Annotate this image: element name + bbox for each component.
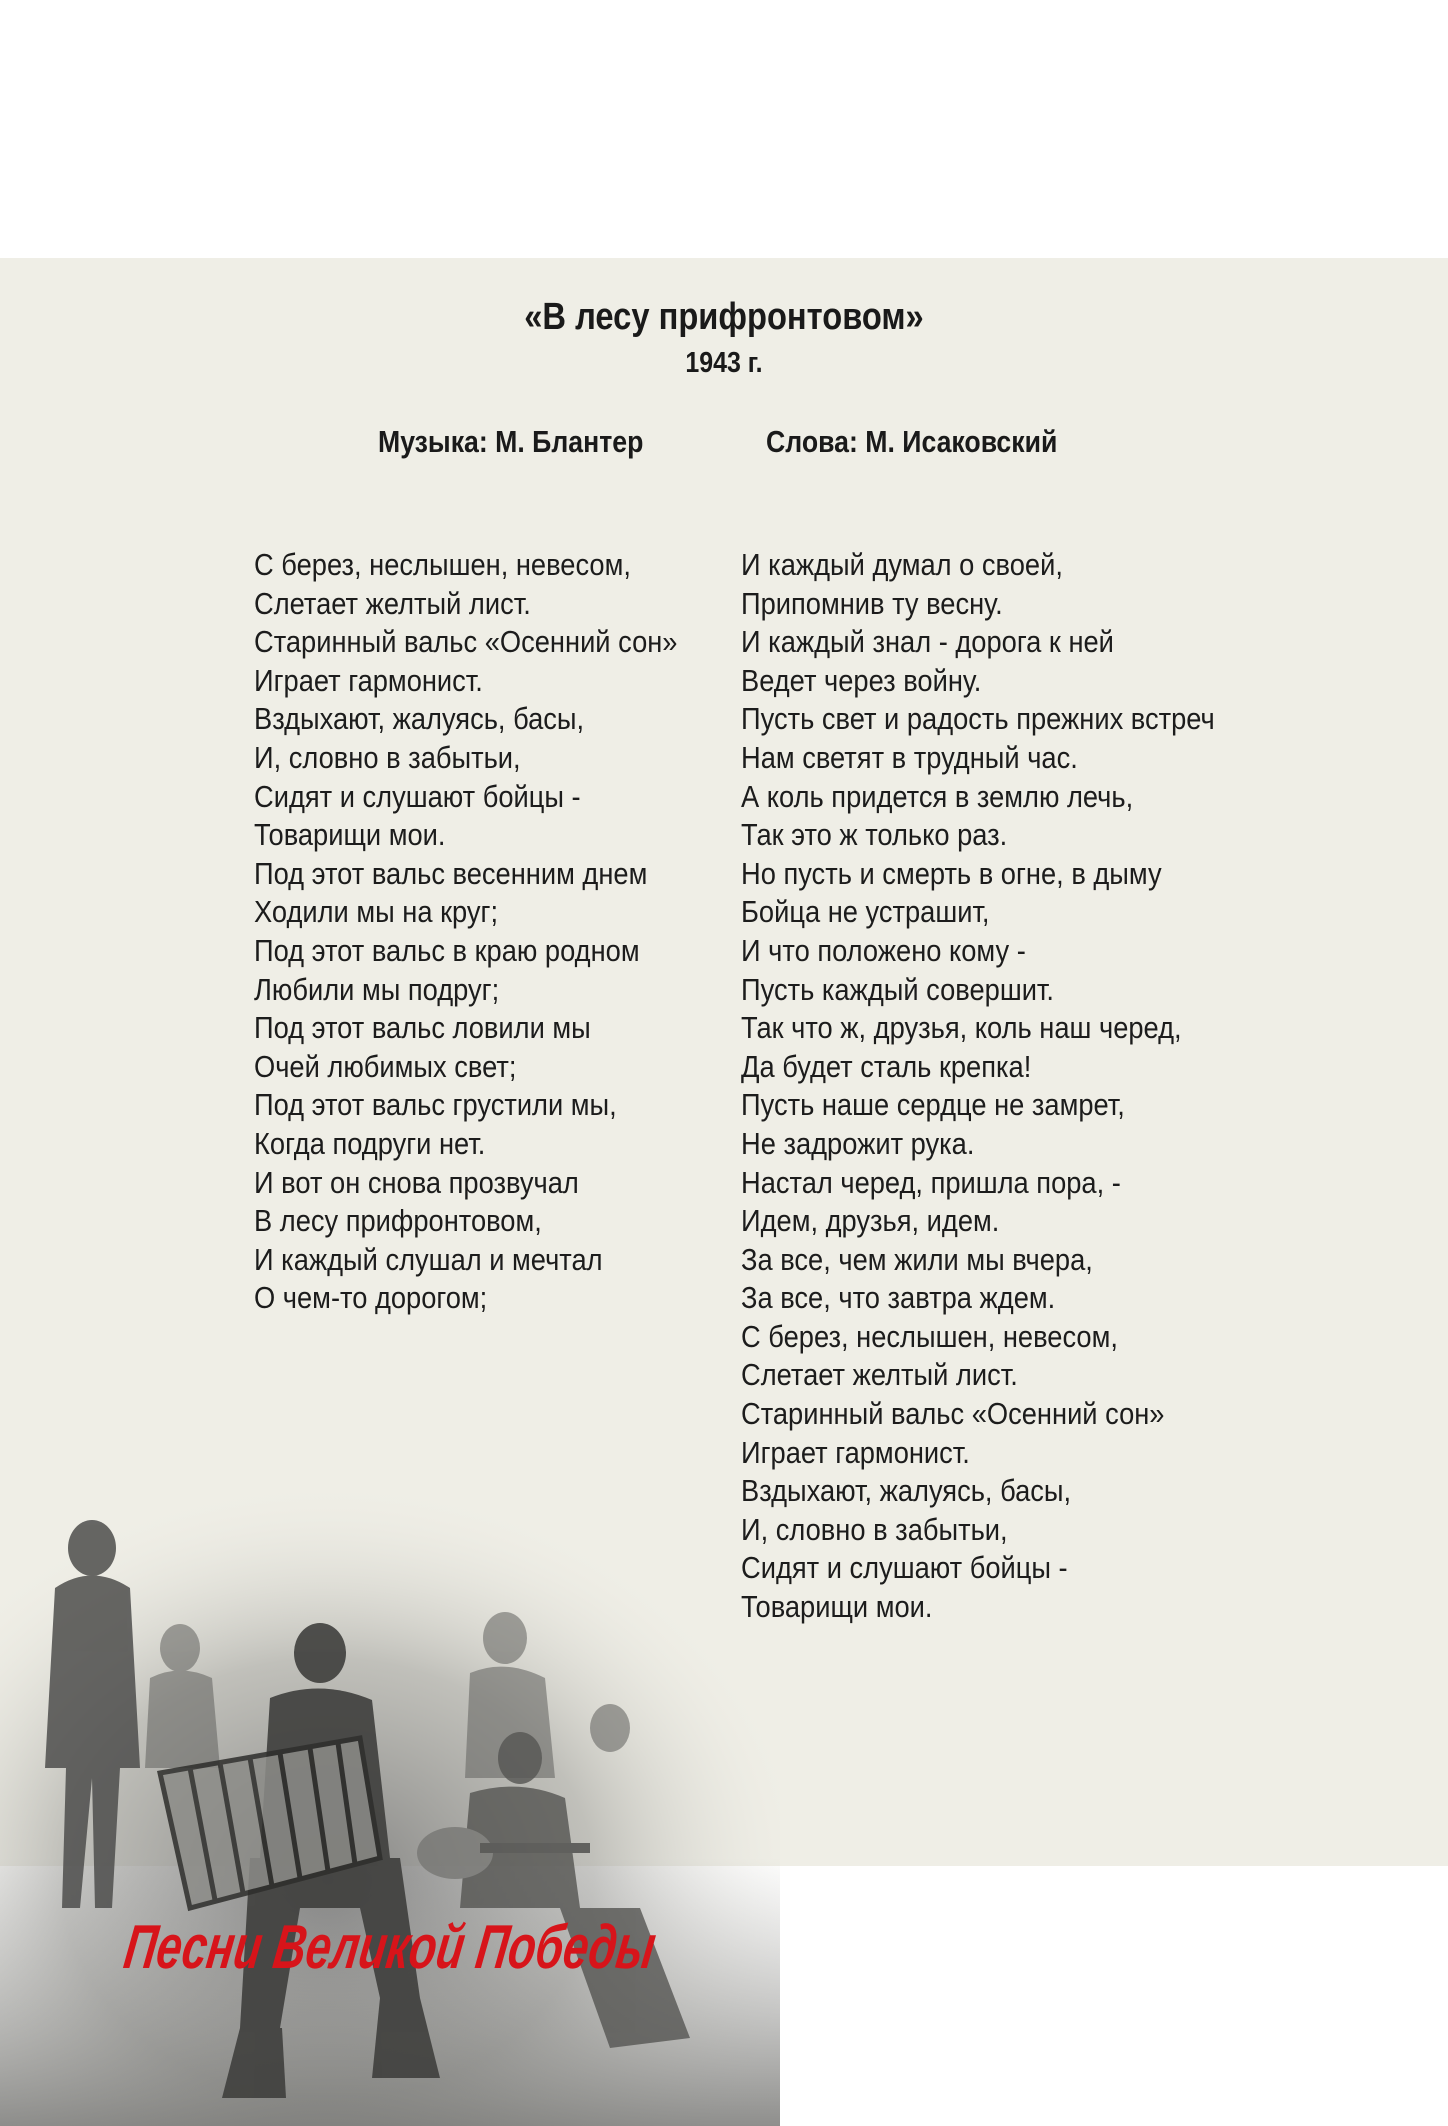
lyric-line: И, словно в забытьи,: [741, 1511, 1008, 1547]
lyric-line: Товарищи мои.: [741, 1589, 933, 1625]
lyric-line: О чем-то дорогом;: [254, 1280, 488, 1316]
lyric-line: Припомнив ту весну.: [741, 585, 1003, 621]
lyric-line: Под этот вальс ловили мы: [254, 1010, 591, 1046]
lyric-line: А коль придется в землю лечь,: [741, 778, 1134, 814]
lyric-line: Играет гармонист.: [254, 662, 483, 698]
lyric-line: Да будет сталь крепка!: [741, 1048, 1032, 1084]
lyric-line: Слетает желтый лист.: [254, 585, 531, 621]
lyric-line: В лесу прифронтовом,: [254, 1203, 542, 1239]
lyric-line: Под этот вальс весенним днем: [254, 855, 648, 891]
lyric-line: С берез, неслышен, невесом,: [254, 547, 631, 582]
lyric-line: Вздыхают, жалуясь, басы,: [741, 1473, 1072, 1509]
lyric-line: Пусть каждый совершит.: [741, 971, 1054, 1007]
lyric-line: Идем, друзья, идем.: [741, 1203, 1000, 1239]
lyric-line: Так это ж только раз.: [741, 817, 1008, 853]
lyric-line: Так что ж, друзья, коль наш черед,: [741, 1010, 1182, 1046]
lyric-line: Под этот вальс в краю родном: [254, 932, 640, 968]
lyric-line: За все, чем жили мы вчера,: [741, 1241, 1093, 1277]
lyric-line: Ходили мы на круг;: [254, 894, 499, 930]
music-credit: Музыка: М. Блантер: [378, 424, 644, 459]
lyric-line: И каждый знал - дорога к ней: [741, 624, 1114, 660]
lyric-line: Бойца не устрашит,: [741, 894, 990, 930]
lyric-line: Очей любимых свет;: [254, 1048, 517, 1084]
song-title: «В лесу прифронтовом»: [524, 296, 924, 338]
lyric-line: Нам светят в трудный час.: [741, 739, 1078, 775]
lyric-line: Под этот вальс грустили мы,: [254, 1087, 617, 1123]
lyrics-column-left: [254, 546, 735, 1318]
footer-logo-text: Песни Великой Победы: [120, 1913, 865, 1982]
lyric-line: Не задрожит рука.: [741, 1125, 975, 1161]
song-year: 1943 г.: [685, 347, 763, 379]
lyric-line: Товарищи мои.: [254, 817, 446, 853]
lyric-line: Любили мы подруг;: [254, 971, 500, 1007]
lyric-line: Но пусть и смерть в огне, в дыму: [741, 855, 1162, 891]
lyric-line: Старинный вальс «Осенний сон»: [254, 624, 678, 660]
lyric-line: Вздыхают, жалуясь, басы,: [254, 701, 585, 737]
words-credit: Слова: М. Исаковский: [766, 424, 1058, 459]
lyric-line: Пусть свет и радость прежних встреч: [741, 701, 1215, 737]
lyric-line: И каждый слушал и мечтал: [254, 1241, 603, 1277]
lyric-line: Старинный вальс «Осенний сон»: [741, 1396, 1165, 1432]
lyric-line: За все, что завтра ждем.: [741, 1280, 1056, 1316]
lyric-line: Ведет через войну.: [741, 662, 982, 698]
lyric-line: Играет гармонист.: [741, 1434, 970, 1470]
lyric-line: Сидят и слушают бойцы -: [741, 1550, 1068, 1586]
lyric-line: И вот он снова прозвучал: [254, 1164, 579, 1200]
lyric-line: Когда подруги нет.: [254, 1125, 486, 1161]
lyric-line: С берез, неслышен, невесом,: [741, 1318, 1118, 1354]
lyric-line: И каждый думал о своей,: [741, 547, 1063, 582]
lyric-line: Настал черед, пришла пора, -: [741, 1164, 1121, 1200]
lyric-line: И, словно в забытьи,: [254, 739, 521, 775]
lyric-line: Пусть наше сердце не замрет,: [741, 1087, 1125, 1123]
lyric-line: Слетает желтый лист.: [741, 1357, 1018, 1393]
lyric-line: Сидят и слушают бойцы -: [254, 778, 581, 814]
footer-logo: [120, 1898, 865, 1990]
lyric-line: И что положено кому -: [741, 932, 1026, 968]
lyrics-column-right: [741, 546, 1279, 1627]
